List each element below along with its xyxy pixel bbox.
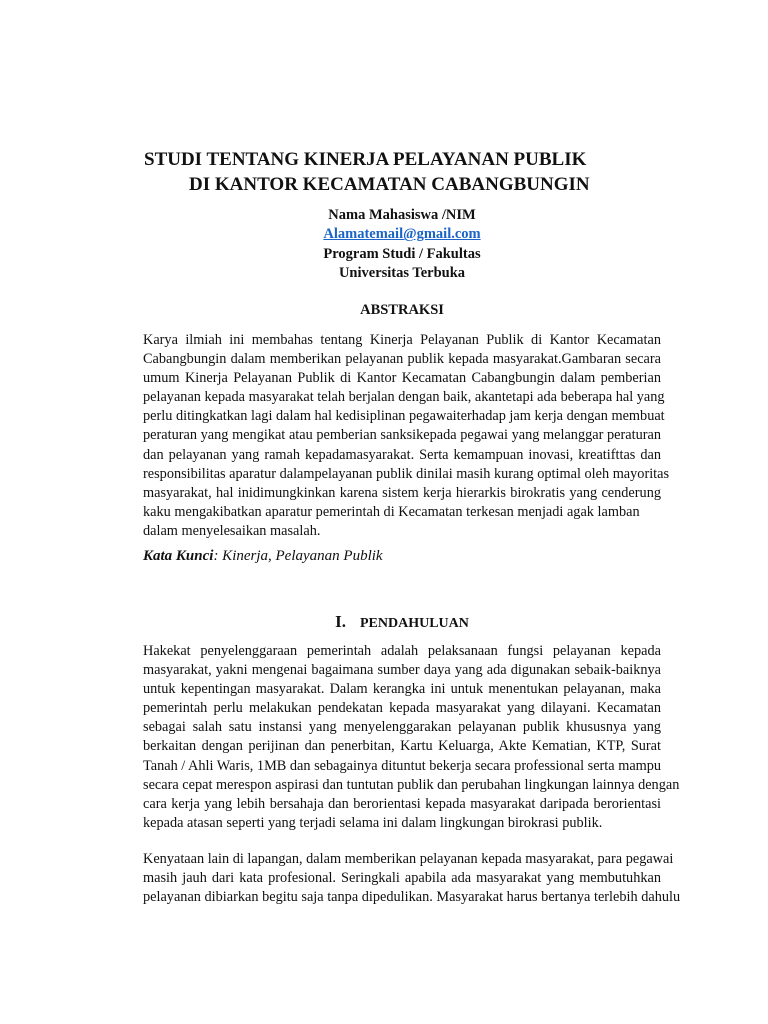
paragraph-line: pelayanan dibiarkan begitu saja tanpa dipedulikan. Masyarakat harus bertanya terlebih dahulu [143, 889, 681, 906]
title-line-1: STUDI TENTANG KINERJA PELAYANAN PUBLIK [144, 149, 587, 170]
abstract-heading: ABSTRAKSI [360, 302, 444, 318]
author-block [143, 206, 661, 283]
paragraph-line: masyarakat, yakni mengenai bagaimana sumber daya yang ada digunakan sebaik-baiknya [143, 662, 661, 679]
abstract-line: Cabangbungin dalam memberikan pelayanan publik kepada masyarakat.Gambaran secara [143, 351, 661, 368]
abstract-line: perlu ditingkatkan lagi dalam hal kedisiplinan pegawaiterhadap jam kerja dengan membuat [143, 408, 665, 425]
intro-paragraph-1 [143, 642, 680, 833]
author-name: Nama Mahasiswa /NIM [328, 207, 476, 223]
paragraph-line: masih jauh dari kata profesional. Seringkali apabila ada masyarakat yang membutuhkan [143, 870, 661, 887]
paragraph-line: untuk kepentingan masyarakat. Dalam kerangka ini untuk menentukan pelayanan, maka [143, 681, 661, 698]
paragraph-line: sebagai salah satu instansi yang menyelenggarakan pelayanan publik khususnya yang [143, 719, 661, 736]
abstract-line: dalam menyelesaikan masalah. [143, 522, 321, 539]
paragraph-line: pemerintah perlu melakukan pendekatan kepada masyarakat yang dilayani. Kecamatan [143, 700, 661, 717]
keywords-label: Kata Kunci [143, 548, 214, 564]
abstract-line: peraturan yang mengikat atau pemberian sanksikepada pegawai yang melanggar peraturan [143, 427, 661, 444]
paragraph-line: secara cepat merespon aspirasi dan tuntutan publik dan perubahan lingkungan lainnya dengan [143, 776, 680, 793]
keywords-text: : Kinerja, Pelayanan Publik [213, 548, 383, 564]
abstract-line: Karya ilmiah ini membahas tentang Kinerja Pelayanan Publik di Kantor Kecamatan [143, 332, 661, 348]
section-number: I. [335, 612, 346, 631]
paragraph-line: kepada atasan seperti yang terjadi selama ini dalam lingkungan birokrasi publik. [143, 814, 603, 831]
paragraph-line: berkaitan dengan perijinan dan penerbitan, Kartu Keluarga, Akte Kematian, KTP, Surat [143, 738, 661, 755]
author-email-link[interactable]: Alamatemail@gmail.com [323, 226, 481, 243]
abstract-line: pelayanan kepada masyarakat telah berjalan dengan baik, akantetapi ada beberapa hal yang [143, 389, 665, 406]
abstract-line: masyarakat, hal inidimungkinkan karena sistem kerja hierarkis birokratis yang cenderung [143, 484, 661, 501]
paragraph-line: Kenyataan lain di lapangan, dalam memberikan pelayanan kepada masyarakat, para pegawai [143, 851, 674, 867]
abstract-line: responsibilitas aparatur dalampelayanan publik dinilai masih kurang optimal oleh mayoritas [143, 465, 670, 482]
paragraph-line: cara kerja yang lebih bersahaja dan berorientasi kepada masyarakat daripada berorientasi [143, 795, 661, 812]
abstract-paragraph [143, 331, 670, 541]
paper-title [143, 147, 661, 197]
abstract-line: dan pelayanan yang ramah kepadamasyarakat. Serta kemampuan inovasi, kreatifttas dan [143, 446, 661, 463]
paragraph-line: Hakekat penyelenggaraan pemerintah adalah pelaksanaan fungsi pelayanan kepada [143, 643, 661, 659]
keywords [143, 548, 383, 565]
title-line-2: DI KANTOR KECAMATAN CABANGBUNGIN [189, 174, 590, 195]
author-program: Program Studi / Fakultas [323, 245, 481, 262]
author-university: Universitas Terbuka [338, 264, 466, 281]
section-heading [143, 612, 661, 632]
abstract-line: umum Kinerja Pelayanan Publik di Kantor Kecamatan Cabangbungin dalam pemberian [143, 370, 661, 387]
paragraph-line: Tanah / Ahli Waris, 1MB dan sebagainya dituntut bekerja secara professional serta mampu [143, 757, 662, 774]
intro-paragraph-2 [143, 850, 681, 907]
section-title: PENDAHULUAN [359, 616, 469, 631]
abstract-line: kaku mengakibatkan aparatur pemerintah di Kecamatan terkesan menjadi agak lamban [143, 503, 640, 520]
